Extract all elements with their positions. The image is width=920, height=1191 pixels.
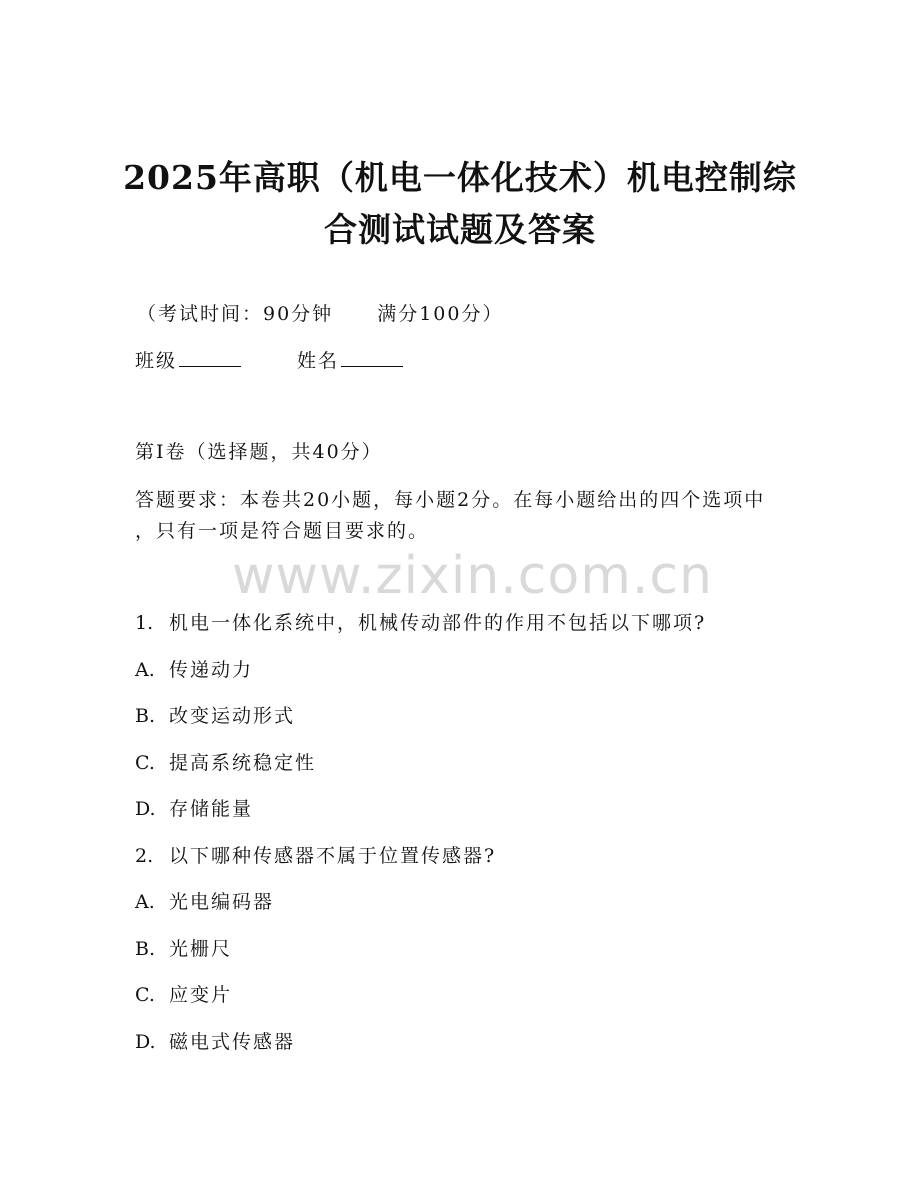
document-title-line1: 2025年高职（机电一体化技术）机电控制综 (123, 158, 797, 197)
option-letter: B. (135, 938, 156, 960)
instructions-line1: 答题要求：本卷共20小题，每小题2分。在每小题给出的四个选项中 (135, 489, 766, 511)
student-info (135, 347, 403, 375)
option-text: 改变运动形式 (169, 705, 296, 727)
class-blank[interactable] (179, 348, 241, 367)
q1-option-a[interactable] (135, 656, 253, 684)
question-text: 以下哪种传感器不属于位置传感器? (169, 845, 497, 867)
name-label: 姓名 (297, 350, 340, 372)
q2-option-a[interactable] (135, 888, 274, 916)
option-text: 光电编码器 (169, 891, 275, 913)
exam-time: （考试时间：90分钟 (137, 303, 334, 325)
section-title: 第I卷（选择题，共40分） (135, 441, 383, 463)
option-letter: D. (135, 1031, 156, 1053)
option-text: 磁电式传感器 (169, 1031, 296, 1053)
class-label: 班级 (135, 350, 178, 372)
q1-option-b[interactable] (135, 702, 295, 730)
full-score: 满分100分） (377, 303, 504, 325)
option-text: 存储能量 (169, 798, 254, 820)
q1-option-d[interactable] (135, 795, 253, 823)
q2-option-d[interactable] (135, 1028, 295, 1056)
option-text: 提高系统稳定性 (169, 752, 317, 774)
question-number: 1. (135, 612, 154, 634)
instructions-line2: ，只有一项是符合题目要求的。 (135, 520, 430, 542)
name-blank[interactable] (341, 348, 403, 367)
option-text: 光栅尺 (169, 938, 233, 960)
q2-option-b[interactable] (135, 935, 232, 963)
document-title-line2: 合测试试题及答案 (324, 210, 596, 249)
question-1 (135, 609, 706, 637)
exam-info (137, 300, 503, 328)
question-2 (135, 842, 496, 870)
option-letter: A. (135, 891, 155, 913)
option-letter: C. (135, 752, 155, 774)
q2-option-c[interactable] (135, 981, 232, 1009)
option-text: 应变片 (169, 984, 233, 1006)
q1-option-c[interactable] (135, 749, 316, 777)
option-text: 传递动力 (169, 659, 254, 681)
option-letter: A. (135, 659, 155, 681)
option-letter: C. (135, 984, 155, 1006)
watermark: www.zixin.com.cn (232, 546, 713, 606)
question-text: 机电一体化系统中，机械传动部件的作用不包括以下哪项? (169, 612, 707, 634)
option-letter: B. (135, 705, 156, 727)
question-number: 2. (135, 845, 154, 867)
option-letter: D. (135, 798, 156, 820)
